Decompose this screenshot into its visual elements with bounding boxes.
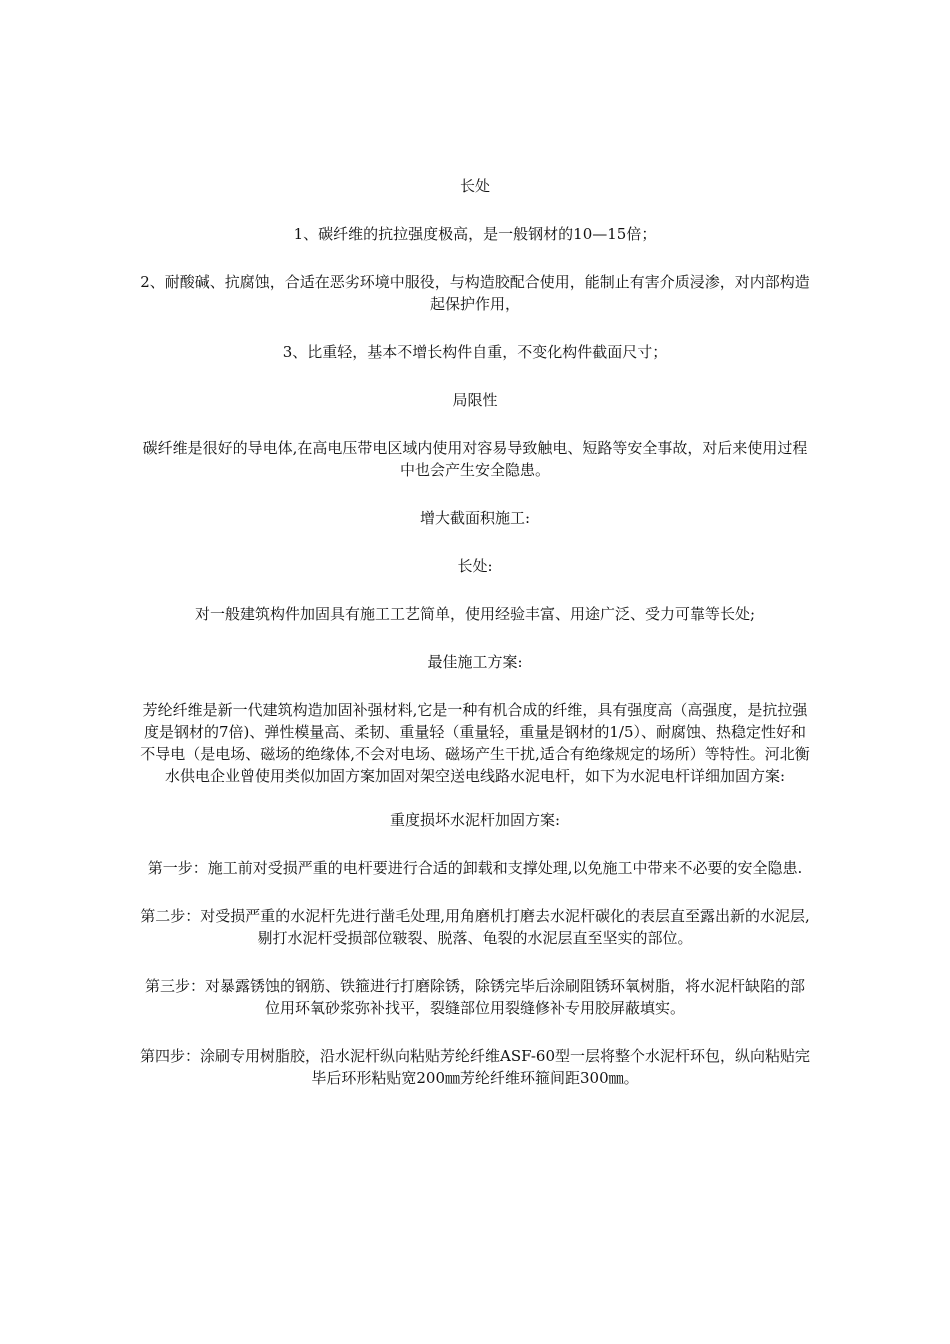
heading-enlarged-section: 增大截面积施工: (419, 509, 531, 527)
enlarged-section-advantages: 对一般建筑构件加固具有施工工艺简单，使用经验丰富、用途广泛、受力可靠等长处; (194, 605, 756, 623)
heading-severe-damage-plan: 重度损坏水泥杆加固方案: (389, 811, 561, 829)
step-2: 第二步：对受损严重的水泥杆先进行凿毛处理,用角磨机打磨去水泥杆碳化的表层直至露出新的水泥层,剔打水泥杆受损部位皲裂、脱落、龟裂的水泥层直至坚实的部位。 (140, 907, 810, 947)
step-3: 第三步：对暴露锈蚀的钢筋、铁箍进行打磨除锈，除锈完毕后涂刷阻锈环氧树脂，将水泥杆缺陷的部位用环氧砂浆弥补找平，裂缝部位用裂缝修补专用胶屏蔽填实。 (144, 977, 805, 1017)
heading-limitations: 局限性 (452, 391, 498, 409)
heading-advantages-2: 长处: (457, 557, 493, 575)
advantage-item-1: 1、碳纤维的抗拉强度极高，是一般钢材的10—15倍； (293, 225, 657, 243)
advantage-item-3: 3、比重轻，基本不增长构件自重，不变化构件截面尺寸； (282, 343, 668, 361)
limitations-paragraph: 碳纤维是很好的导电体,在高电压带电区域内使用对容易导致触电、短路等安全事故，对后来使用过程中也会产生安全隐患。 (142, 439, 808, 479)
heading-best-plan: 最佳施工方案: (427, 653, 523, 671)
step-1: 第一步：施工前对受损严重的电杆要进行合适的卸载和支撑处理,以免施工中带来不必要的安全隐患. (147, 859, 803, 877)
aramid-fiber-paragraph: 芳纶纤维是新一代建筑构造加固补强材料,它是一种有机合成的纤维，具有强度高（高强度，是抗拉强度是钢材的7倍)、弹性模量高、柔韧、重量轻（重量轻，重量是钢材的1/5）、耐腐蚀、热稳定性好和不导电（是电场、磁场的绝缘体,不会对电场、磁场产生干扰,适合有绝缘规定的场所）等特性。河北衡水供电企业曾使用类似加固方案加固对架空送电线路水泥电杆，如下为水泥电杆详细加固方案: (140, 701, 810, 785)
heading-advantages: 长处 (459, 177, 490, 195)
step-4: 第四步：涂刷专用树脂胶，沿水泥杆纵向粘贴芳纶纤维ASF-60型一层将整个水泥杆环包，纵向粘贴完毕后环形粘贴宽200㎜芳纶纤维环箍间距300㎜。 (140, 1047, 811, 1087)
document-body (140, 175, 810, 1115)
advantage-item-2: 2、耐酸碱、抗腐蚀，合适在恶劣环境中服役，与构造胶配合使用，能制止有害介质浸渗，对内部构造起保护作用， (140, 273, 810, 313)
